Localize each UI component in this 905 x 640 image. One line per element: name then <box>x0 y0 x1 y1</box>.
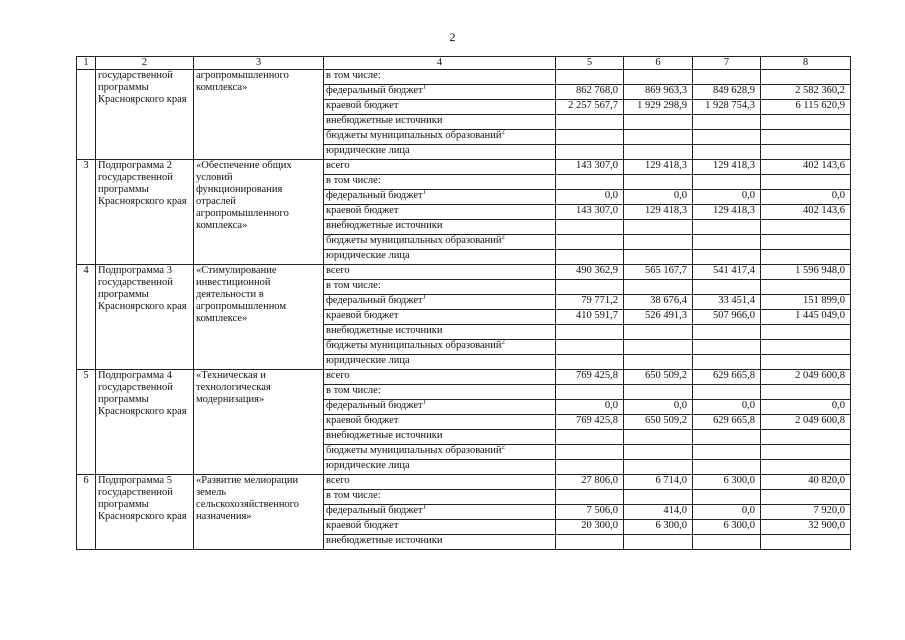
amount-cell: 769 425,8 <box>556 415 624 430</box>
amount-cell: 151 899,0 <box>761 295 851 310</box>
amount-cell <box>693 340 761 355</box>
funding-source-label: краевой бюджет <box>326 205 399 216</box>
amount-cell: 38 676,4 <box>624 295 693 310</box>
amount-cell <box>761 445 851 460</box>
amount-cell <box>624 430 693 445</box>
amount-cell: 629 665,8 <box>693 370 761 385</box>
amount-cell: 6 300,0 <box>624 520 693 535</box>
funding-source-label: краевой бюджет <box>326 520 399 531</box>
funding-source-label: краевой бюджет <box>326 310 399 321</box>
amount-cell <box>624 115 693 130</box>
amount-cell <box>761 175 851 190</box>
amount-cell <box>624 445 693 460</box>
amount-cell: 1 928 754,3 <box>693 100 761 115</box>
amount-cell <box>693 490 761 505</box>
amount-cell <box>556 235 624 250</box>
table-row <box>77 370 851 385</box>
funding-source-cell <box>324 310 556 325</box>
funding-source-cell <box>324 100 556 115</box>
amount-cell <box>556 535 624 550</box>
amount-cell <box>624 175 693 190</box>
amount-cell <box>761 535 851 550</box>
funding-source-label: бюджеты муниципальных образований <box>326 235 502 246</box>
amount-cell: 0,0 <box>624 190 693 205</box>
amount-cell <box>556 460 624 475</box>
amount-cell <box>761 460 851 475</box>
table-body <box>77 57 851 550</box>
footnote-mark: 1 <box>422 189 427 196</box>
amount-cell <box>693 235 761 250</box>
amount-cell <box>624 355 693 370</box>
amount-cell <box>693 355 761 370</box>
program-name-cell: Подпрограмма 4 государственной программы Красноярского края <box>96 370 194 475</box>
funding-source-label: всего <box>326 475 350 486</box>
amount-cell: 27 806,0 <box>556 475 624 490</box>
funding-source-label: федеральный бюджет <box>326 190 423 201</box>
amount-cell: 849 628,9 <box>693 85 761 100</box>
table-row <box>77 70 851 85</box>
amount-cell <box>693 460 761 475</box>
amount-cell: 2 049 600,8 <box>761 415 851 430</box>
amount-cell: 650 509,2 <box>624 415 693 430</box>
column-header: 6 <box>624 57 693 70</box>
amount-cell <box>624 385 693 400</box>
funding-source-cell <box>324 220 556 235</box>
amount-cell <box>761 115 851 130</box>
funding-source-cell <box>324 205 556 220</box>
amount-cell: 20 300,0 <box>556 520 624 535</box>
amount-cell <box>761 325 851 340</box>
amount-cell <box>761 235 851 250</box>
column-header: 5 <box>556 57 624 70</box>
amount-cell <box>624 280 693 295</box>
amount-cell <box>693 70 761 85</box>
amount-cell: 0,0 <box>693 505 761 520</box>
amount-cell <box>693 145 761 160</box>
funding-source-cell <box>324 115 556 130</box>
funding-source-label: федеральный бюджет <box>326 85 423 96</box>
table-row <box>77 160 851 175</box>
funding-source-label: юридические лица <box>326 250 410 261</box>
program-title-cell: «Стимулирование инвестиционной деятельности в агропромышленном комплексе» <box>194 265 324 370</box>
amount-cell: 0,0 <box>624 400 693 415</box>
funding-source-cell <box>324 505 556 520</box>
funding-source-cell <box>324 355 556 370</box>
column-header: 4 <box>324 57 556 70</box>
amount-cell <box>761 490 851 505</box>
funding-source-label: в том числе: <box>326 385 381 396</box>
funding-source-cell <box>324 295 556 310</box>
amount-cell <box>624 145 693 160</box>
funding-source-label: бюджеты муниципальных образований <box>326 445 502 456</box>
amount-cell <box>624 535 693 550</box>
amount-cell: 6 115 620,9 <box>761 100 851 115</box>
amount-cell <box>556 250 624 265</box>
amount-cell <box>556 115 624 130</box>
amount-cell <box>761 70 851 85</box>
financing-table <box>76 56 851 550</box>
amount-cell <box>761 385 851 400</box>
amount-cell: 2 049 600,8 <box>761 370 851 385</box>
funding-source-label: бюджеты муниципальных образований <box>326 130 502 141</box>
row-number-cell: 3 <box>77 160 96 265</box>
program-title-cell: «Развитие мелиорации земель сельскохозяйственного назначения» <box>194 475 324 550</box>
amount-cell: 129 418,3 <box>693 160 761 175</box>
amount-cell <box>761 340 851 355</box>
funding-source-label: федеральный бюджет <box>326 505 423 516</box>
funding-source-label: внебюджетные источники <box>326 325 443 336</box>
amount-cell: 33 451,4 <box>693 295 761 310</box>
amount-cell <box>556 355 624 370</box>
amount-cell <box>761 220 851 235</box>
funding-source-cell <box>324 280 556 295</box>
funding-source-label: в том числе: <box>326 280 381 291</box>
funding-source-cell <box>324 160 556 175</box>
footnote-mark: 2 <box>501 339 506 346</box>
amount-cell <box>556 340 624 355</box>
amount-cell <box>624 340 693 355</box>
amount-cell: 32 900,0 <box>761 520 851 535</box>
amount-cell: 402 143,6 <box>761 205 851 220</box>
amount-cell: 410 591,7 <box>556 310 624 325</box>
amount-cell: 541 417,4 <box>693 265 761 280</box>
funding-source-cell <box>324 250 556 265</box>
table-row <box>77 475 851 490</box>
amount-cell <box>761 280 851 295</box>
amount-cell <box>693 535 761 550</box>
amount-cell: 7 920,0 <box>761 505 851 520</box>
funding-source-label: федеральный бюджет <box>326 400 423 411</box>
amount-cell: 526 491,3 <box>624 310 693 325</box>
amount-cell: 1 596 948,0 <box>761 265 851 280</box>
amount-cell <box>556 130 624 145</box>
amount-cell <box>693 220 761 235</box>
amount-cell <box>556 445 624 460</box>
footnote-mark: 2 <box>501 234 506 241</box>
funding-source-cell <box>324 70 556 85</box>
funding-source-cell <box>324 340 556 355</box>
amount-cell: 6 300,0 <box>693 475 761 490</box>
funding-source-label: краевой бюджет <box>326 415 399 426</box>
amount-cell <box>693 385 761 400</box>
funding-source-label: юридические лица <box>326 460 410 471</box>
amount-cell <box>761 250 851 265</box>
amount-cell <box>624 460 693 475</box>
funding-source-cell <box>324 520 556 535</box>
funding-source-cell <box>324 445 556 460</box>
funding-source-cell <box>324 415 556 430</box>
amount-cell: 79 771,2 <box>556 295 624 310</box>
funding-source-label: всего <box>326 160 350 171</box>
funding-source-cell <box>324 385 556 400</box>
amount-cell <box>693 175 761 190</box>
funding-source-cell <box>324 130 556 145</box>
amount-cell: 1 445 049,0 <box>761 310 851 325</box>
footnote-mark: 1 <box>422 294 427 301</box>
footnote-mark: 1 <box>422 399 427 406</box>
program-name-cell: Подпрограмма 3 государственной программы Красноярского края <box>96 265 194 370</box>
column-header: 1 <box>77 57 96 70</box>
amount-cell <box>624 235 693 250</box>
column-header: 7 <box>693 57 761 70</box>
amount-cell <box>556 220 624 235</box>
amount-cell <box>761 355 851 370</box>
amount-cell <box>556 280 624 295</box>
funding-source-label: федеральный бюджет <box>326 295 423 306</box>
amount-cell <box>556 385 624 400</box>
funding-source-cell <box>324 145 556 160</box>
amount-cell: 629 665,8 <box>693 415 761 430</box>
funding-source-cell <box>324 325 556 340</box>
amount-cell: 7 506,0 <box>556 505 624 520</box>
amount-cell <box>556 325 624 340</box>
amount-cell <box>761 145 851 160</box>
funding-source-label: всего <box>326 265 350 276</box>
program-title-cell: «Техническая и технологическая модернизация» <box>194 370 324 475</box>
funding-source-cell <box>324 535 556 550</box>
column-header: 8 <box>761 57 851 70</box>
amount-cell <box>693 445 761 460</box>
amount-cell: 869 963,3 <box>624 85 693 100</box>
page-number: 2 <box>449 30 456 44</box>
amount-cell <box>556 430 624 445</box>
amount-cell: 402 143,6 <box>761 160 851 175</box>
amount-cell: 2 257 567,7 <box>556 100 624 115</box>
funding-source-label: бюджеты муниципальных образований <box>326 340 502 351</box>
amount-cell <box>556 175 624 190</box>
amount-cell <box>556 145 624 160</box>
amount-cell: 143 307,0 <box>556 160 624 175</box>
amount-cell <box>624 220 693 235</box>
amount-cell: 0,0 <box>556 190 624 205</box>
funding-source-label: всего <box>326 370 350 381</box>
funding-source-cell <box>324 85 556 100</box>
column-header: 3 <box>194 57 324 70</box>
funding-source-label: внебюджетные источники <box>326 115 443 126</box>
funding-source-cell <box>324 265 556 280</box>
amount-cell <box>624 490 693 505</box>
amount-cell <box>624 325 693 340</box>
amount-cell: 507 966,0 <box>693 310 761 325</box>
amount-cell <box>693 250 761 265</box>
amount-cell: 769 425,8 <box>556 370 624 385</box>
funding-source-label: внебюджетные источники <box>326 535 443 546</box>
amount-cell: 129 418,3 <box>693 205 761 220</box>
amount-cell <box>693 325 761 340</box>
amount-cell: 1 929 298,9 <box>624 100 693 115</box>
table-row <box>77 265 851 280</box>
amount-cell <box>624 70 693 85</box>
amount-cell <box>624 250 693 265</box>
funding-source-label: юридические лица <box>326 145 410 156</box>
row-number-cell: 6 <box>77 475 96 550</box>
program-name-cell: Подпрограмма 2 государственной программы Красноярского края <box>96 160 194 265</box>
header-row <box>77 57 851 70</box>
program-title-cell: агропромышленного комплекса» <box>194 70 324 160</box>
amount-cell: 565 167,7 <box>624 265 693 280</box>
funding-source-label: внебюджетные источники <box>326 220 443 231</box>
amount-cell <box>556 490 624 505</box>
amount-cell: 6 300,0 <box>693 520 761 535</box>
funding-source-cell <box>324 400 556 415</box>
funding-source-cell <box>324 190 556 205</box>
funding-source-cell <box>324 370 556 385</box>
funding-source-label: юридические лица <box>326 355 410 366</box>
row-number-cell: 4 <box>77 265 96 370</box>
funding-source-cell <box>324 430 556 445</box>
amount-cell: 129 418,3 <box>624 205 693 220</box>
row-number-cell: 5 <box>77 370 96 475</box>
amount-cell <box>693 130 761 145</box>
footnote-mark: 2 <box>501 444 506 451</box>
amount-cell <box>693 430 761 445</box>
program-name-cell: Подпрограмма 5 государственной программы Красноярского края <box>96 475 194 550</box>
footnote-mark: 1 <box>422 504 427 511</box>
funding-source-cell <box>324 460 556 475</box>
amount-cell: 0,0 <box>761 190 851 205</box>
amount-cell <box>693 280 761 295</box>
funding-source-label: внебюджетные источники <box>326 430 443 441</box>
amount-cell: 129 418,3 <box>624 160 693 175</box>
amount-cell: 0,0 <box>556 400 624 415</box>
amount-cell: 143 307,0 <box>556 205 624 220</box>
amount-cell: 862 768,0 <box>556 85 624 100</box>
amount-cell <box>761 130 851 145</box>
amount-cell: 6 714,0 <box>624 475 693 490</box>
funding-source-label: в том числе: <box>326 490 381 501</box>
amount-cell: 2 582 360,2 <box>761 85 851 100</box>
funding-source-label: в том числе: <box>326 175 381 186</box>
amount-cell <box>693 115 761 130</box>
program-name-cell: государственной программы Красноярского края <box>96 70 194 160</box>
funding-source-cell <box>324 235 556 250</box>
program-title-cell: «Обеспечение общих условий функционирования отраслей агропромышленного комплекса» <box>194 160 324 265</box>
funding-source-cell <box>324 175 556 190</box>
amount-cell <box>624 130 693 145</box>
funding-source-label: краевой бюджет <box>326 100 399 111</box>
amount-cell: 490 362,9 <box>556 265 624 280</box>
amount-cell <box>761 430 851 445</box>
funding-source-label: в том числе: <box>326 70 381 81</box>
column-header: 2 <box>96 57 194 70</box>
amount-cell: 414,0 <box>624 505 693 520</box>
amount-cell: 40 820,0 <box>761 475 851 490</box>
amount-cell: 650 509,2 <box>624 370 693 385</box>
funding-source-cell <box>324 475 556 490</box>
amount-cell: 0,0 <box>693 400 761 415</box>
amount-cell: 0,0 <box>761 400 851 415</box>
row-number-cell <box>77 70 96 160</box>
amount-cell: 0,0 <box>693 190 761 205</box>
funding-source-cell <box>324 490 556 505</box>
amount-cell <box>556 70 624 85</box>
footnote-mark: 1 <box>422 84 427 91</box>
footnote-mark: 2 <box>501 129 506 136</box>
